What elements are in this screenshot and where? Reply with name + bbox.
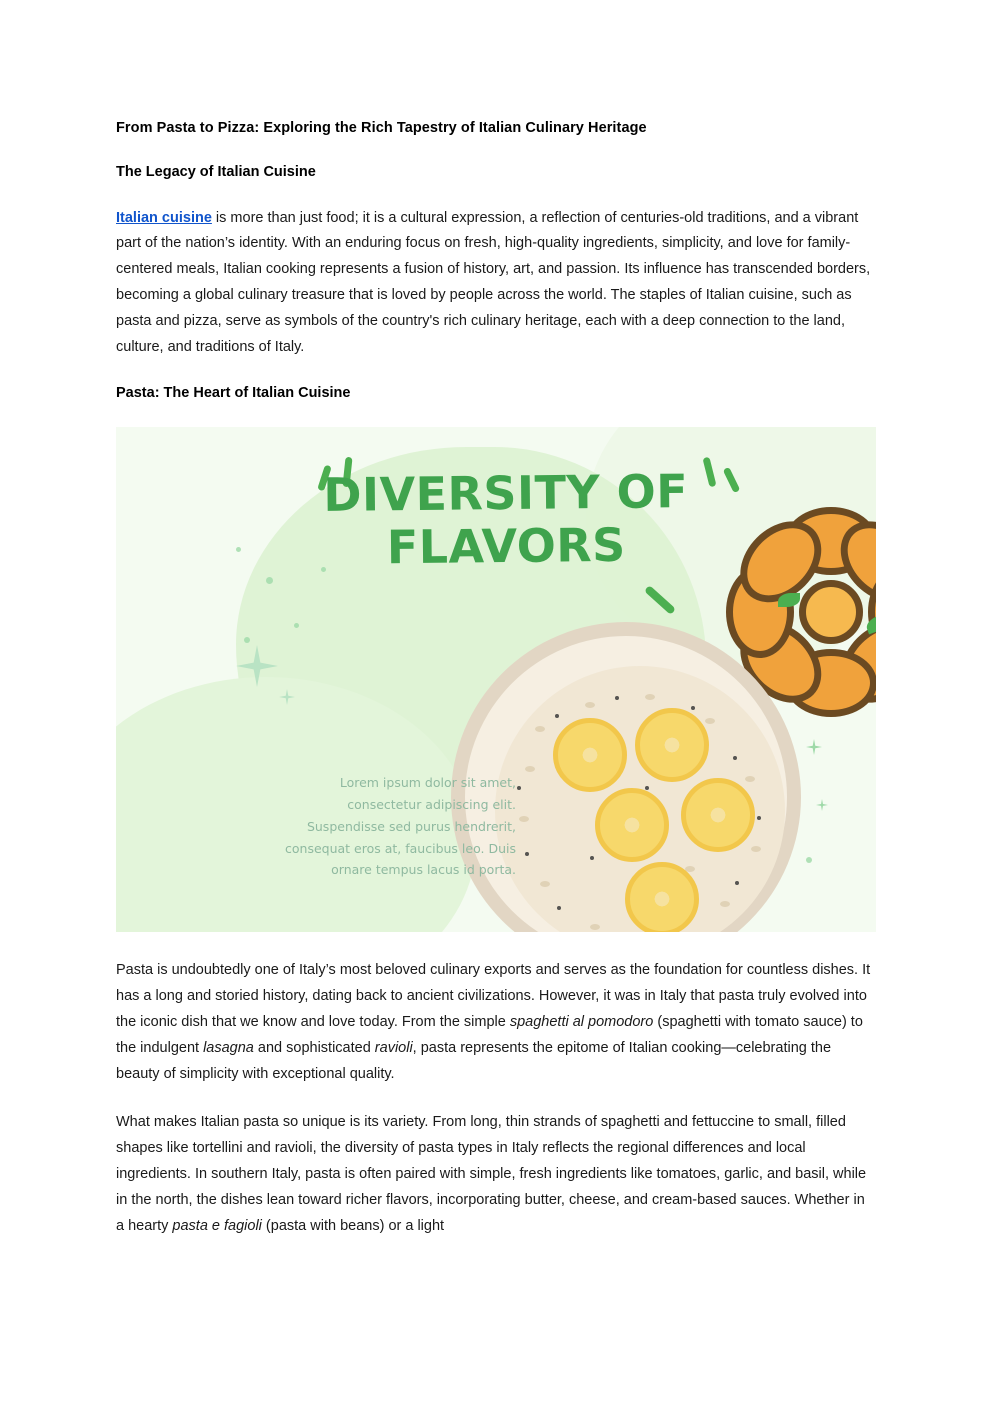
leaf-icon [778, 593, 800, 607]
banana-slice [595, 788, 669, 862]
pasta-intro-italic3: ravioli [374, 1039, 413, 1056]
figure-caption: Lorem ipsum dolor sit amet, consectetur adipiscing elit. Suspendisse sed purus hendrerit, consequat eros at, faucibus leo. Duis ornare tempus lacus id porta. [285, 774, 516, 878]
figure-title-line1: DIVERSITY OF [323, 464, 689, 522]
section-heading-legacy: The Legacy of Italian Cuisine [116, 163, 316, 180]
pasta-variety-part1: What makes Italian pasta so unique is its variety. From long, thin strands of spaghetti and fettuccine to small, filled shapes like tortellini and ravioli, the diversity of pasta types in Italy reflects the regional differences and local ingredients. In southern Italy, pasta is often paired with simple, fresh ingredients like tomatoes, garlic, and basil, while in the north, the dishes lean toward richer flavors, incorporating butter, cheese, and cream-based sauces. Whether in a hearty [116, 1113, 867, 1234]
pasta-intro-part1: Pasta is undoubtedly one of Italy’s most beloved culinary exports and serves as the foundation for countless dishes. It has a long and storied history, dating back to ancient civilizations. However, it was in Italy that pasta truly evolved into the iconic dish that we know and love today. From the simple [116, 961, 871, 1030]
pasta-intro-part4: , pasta represents the epitome of Italian cooking—celebrating the beauty of simplicity with exceptional quality. [116, 1039, 832, 1082]
pasta-intro-italic1: spaghetti al pomodoro [509, 1013, 654, 1030]
figure-diversity-of-flavors [116, 427, 876, 932]
confetti-dot [266, 577, 273, 584]
paragraph-legacy [116, 206, 876, 362]
confetti-dot [244, 637, 250, 643]
banana-slice [625, 862, 699, 932]
paragraph-pasta-intro [116, 958, 876, 1088]
pasta-intro-part3: and sophisticated [253, 1039, 375, 1056]
figure-title [285, 465, 726, 575]
pastry-center [799, 580, 863, 644]
confetti-dot [294, 623, 299, 628]
bowl-interior [495, 666, 785, 932]
banana-slice [553, 718, 627, 792]
section-heading-pasta: Pasta: The Heart of Italian Cuisine [116, 385, 351, 402]
italian-cuisine-link[interactable]: Italian cuisine [116, 209, 212, 226]
confetti-dot [806, 857, 812, 863]
pasta-variety-part2: (pasta with beans) or a light [261, 1217, 445, 1234]
paragraph-legacy-text: is more than just food; it is a cultural expression, a reflection of centuries-old traditions, and a vibrant part of the nation’s identity. With an enduring focus on fresh, high-quality ingredients, simplicity, and love for family-centered meals, Italian cooking represents a fusion of history, art, and passion. Its influence has transcended borders, becoming a global culinary treasure that is loved by people across the world. The staples of Italian cuisine, such as pasta and pizza, serve as symbols of the country's rich culinary heritage, each with a deep connection to the land, culture, and traditions of Italy. [116, 209, 871, 356]
pasta-variety-italic1: pasta e fagioli [172, 1217, 262, 1234]
figure-title-line2: FLAVORS [386, 517, 626, 575]
confetti-dot [236, 547, 241, 552]
banana-slice [681, 778, 755, 852]
banana-slice [635, 708, 709, 782]
page-title: From Pasta to Pizza: Exploring the Rich Tapestry of Italian Culinary Heritage [116, 120, 647, 136]
document-body [116, 118, 876, 1240]
pasta-intro-part2: (spaghetti with tomato sauce) to the indulgent [116, 1013, 863, 1056]
pasta-intro-italic2: lasagna [203, 1039, 254, 1056]
paragraph-pasta-variety [116, 1110, 876, 1240]
